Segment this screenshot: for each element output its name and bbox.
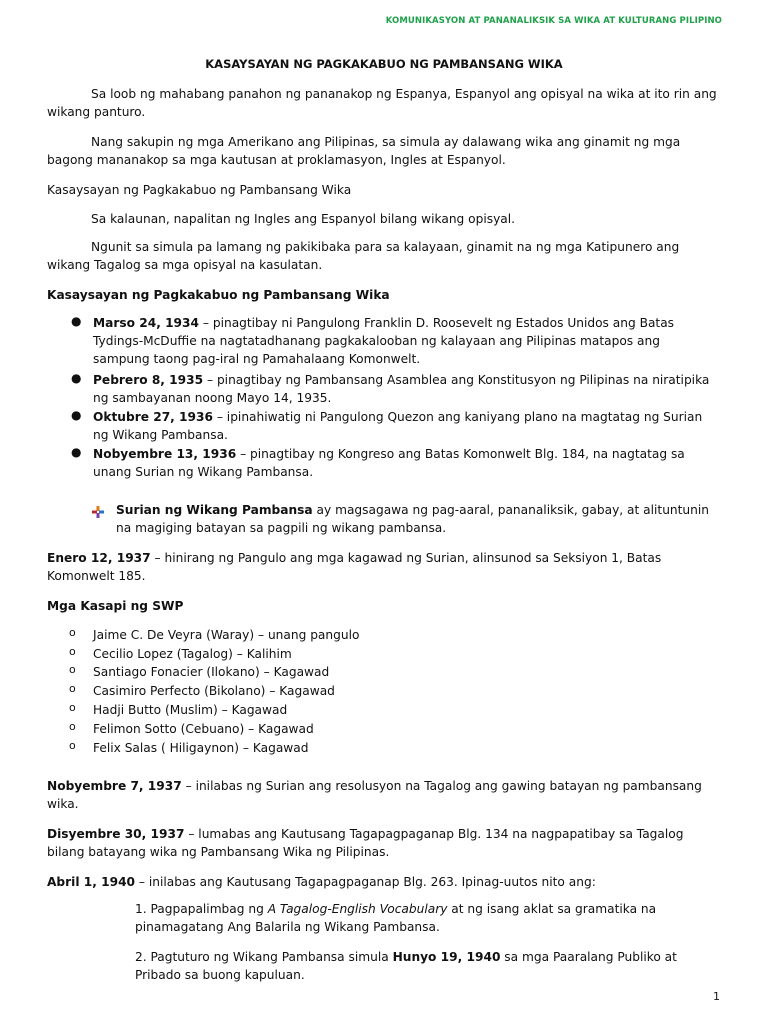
list-item: Oktubre 27, 1936 – ipinahiwatig ni Pangulong Quezon ang kaniyang plano na magtatag ng Surian ng Wikang Pambansa. [93,410,703,442]
circle-bullet-icon: o [69,645,76,658]
swp-note: Surian ng Wikang Pambansa ay magsagawa ng pag-aaral, pananaliksik, gabay, at alituntunin na magiging batayan sa pagpili ng wikang pambansa. [116,503,709,535]
list-item: Hadji Butto (Muslim) – Kagawad [93,703,288,717]
list-item: Cecilio Lopez (Tagalog) – Kalihim [93,647,292,661]
paragraph: Abril 1, 1940 – inilabas ang Kautusang Tagapagpaganap Blg. 263. Ipinag-uutos nito ang: [47,875,596,889]
list-item: Felix Salas ( Hiligaynon) – Kagawad [93,741,309,755]
list-item: Marso 24, 1934 – pinagtibay ni Pangulong Franklin D. Roosevelt ng Estados Unidos ang Batas Tydings-McDuffie na nagtatadhanang pagkakalooban ng kalayaan ang Pilipinas matapos ang sampung taong pag-iral ng Pamahalaang Komonwelt. [93,316,675,366]
numbered-item: 2. Pagtuturo ng Wikang Pambansa simula Hunyo 19, 1940 sa mga Paaralang Publiko at Pribado sa buong kapuluan. [135,950,677,982]
circle-bullet-icon: o [69,701,76,714]
list-item: Pebrero 8, 1935 – pinagtibay ng Pambansang Asamblea ang Konstitusyon ng Pilipinas na niratipika ng sambayanan noong Mayo 14, 1935. [93,373,710,405]
paragraph: Enero 12, 1937 – hinirang ng Pangulo ang mga kagawad ng Surian, alinsunod sa Seksiyon 1, Batas Komonwelt 185. [47,551,662,583]
bullet-icon: ● [71,445,82,459]
paragraph: Disyembre 30, 1937 – lumabas ang Kautusang Tagapagpaganap Blg. 134 na nagpapatibay sa Tagalog bilang batayang wika ng Pambansang Wika ng Pilipinas. [47,827,684,859]
page-number: 1 [713,990,720,1003]
paragraph: Nobyembre 7, 1937 – inilabas ng Surian ang resolusyon na Tagalog ang gawing batayan ng pambansang wika. [47,779,702,811]
circle-bullet-icon: o [69,739,76,752]
bullet-icon: ● [71,371,82,385]
paragraph: Kasaysayan ng Pagkakabuo ng Pambansang Wika [47,183,352,197]
bullet-icon: ● [71,408,82,422]
circle-bullet-icon: o [69,682,76,695]
paragraph: Sa loob ng mahabang panahon ng pananakop ng Espanya, Espanyol ang opisyal na wika at ito rin ang wikang panturo. [47,87,717,119]
document-title: KASAYSAYAN NG PAGKAKABUO NG PAMBANSANG WIKA [205,57,563,71]
paragraph: Nang sakupin ng mga Amerikano ang Pilipinas, sa simula ay dalawang wika ang ginamit ng mga bagong mananakop sa mga kautusan at proklamasyon, Ingles at Espanyol. [47,135,681,167]
plus-bullet-icon [92,506,104,518]
running-header: KOMUNIKASYON AT PANANALIKSIK SA WIKA AT KULTURANG PILIPINO [385,16,722,26]
list-item: Santiago Fonacier (Ilokano) – Kagawad [93,665,330,679]
list-item: Felimon Sotto (Cebuano) – Kagawad [93,722,314,736]
paragraph: Ngunit sa simula pa lamang ng pakikibaka para sa kalayaan, ginamit na ng mga Katipunero ang wikang Tagalog sa mga opisyal na kasulatan. [47,240,680,272]
numbered-item: 1. Pagpapalimbag ng A Tagalog-English Vocabulary at ng isang aklat sa gramatika na pinamagatang Ang Balarila ng Wikang Pambansa. [135,902,657,934]
list-item: Casimiro Perfecto (Bikolano) – Kagawad [93,684,335,698]
circle-bullet-icon: o [69,663,76,676]
section-heading: Kasaysayan ng Pagkakabuo ng Pambansang Wika [47,288,390,302]
paragraph: Sa kalaunan, napalitan ng Ingles ang Espanyol bilang wikang opisyal. [91,212,516,226]
list-item: Jaime C. De Veyra (Waray) – unang pangulo [93,628,360,642]
circle-bullet-icon: o [69,720,76,733]
list-item: Nobyembre 13, 1936 – pinagtibay ng Kongreso ang Batas Komonwelt Blg. 184, na nagtatag sa unang Surian ng Wikang Pambansa. [93,447,685,479]
bullet-icon: ● [71,314,82,328]
circle-bullet-icon: o [69,626,76,639]
section-heading: Mga Kasapi ng SWP [47,599,184,613]
